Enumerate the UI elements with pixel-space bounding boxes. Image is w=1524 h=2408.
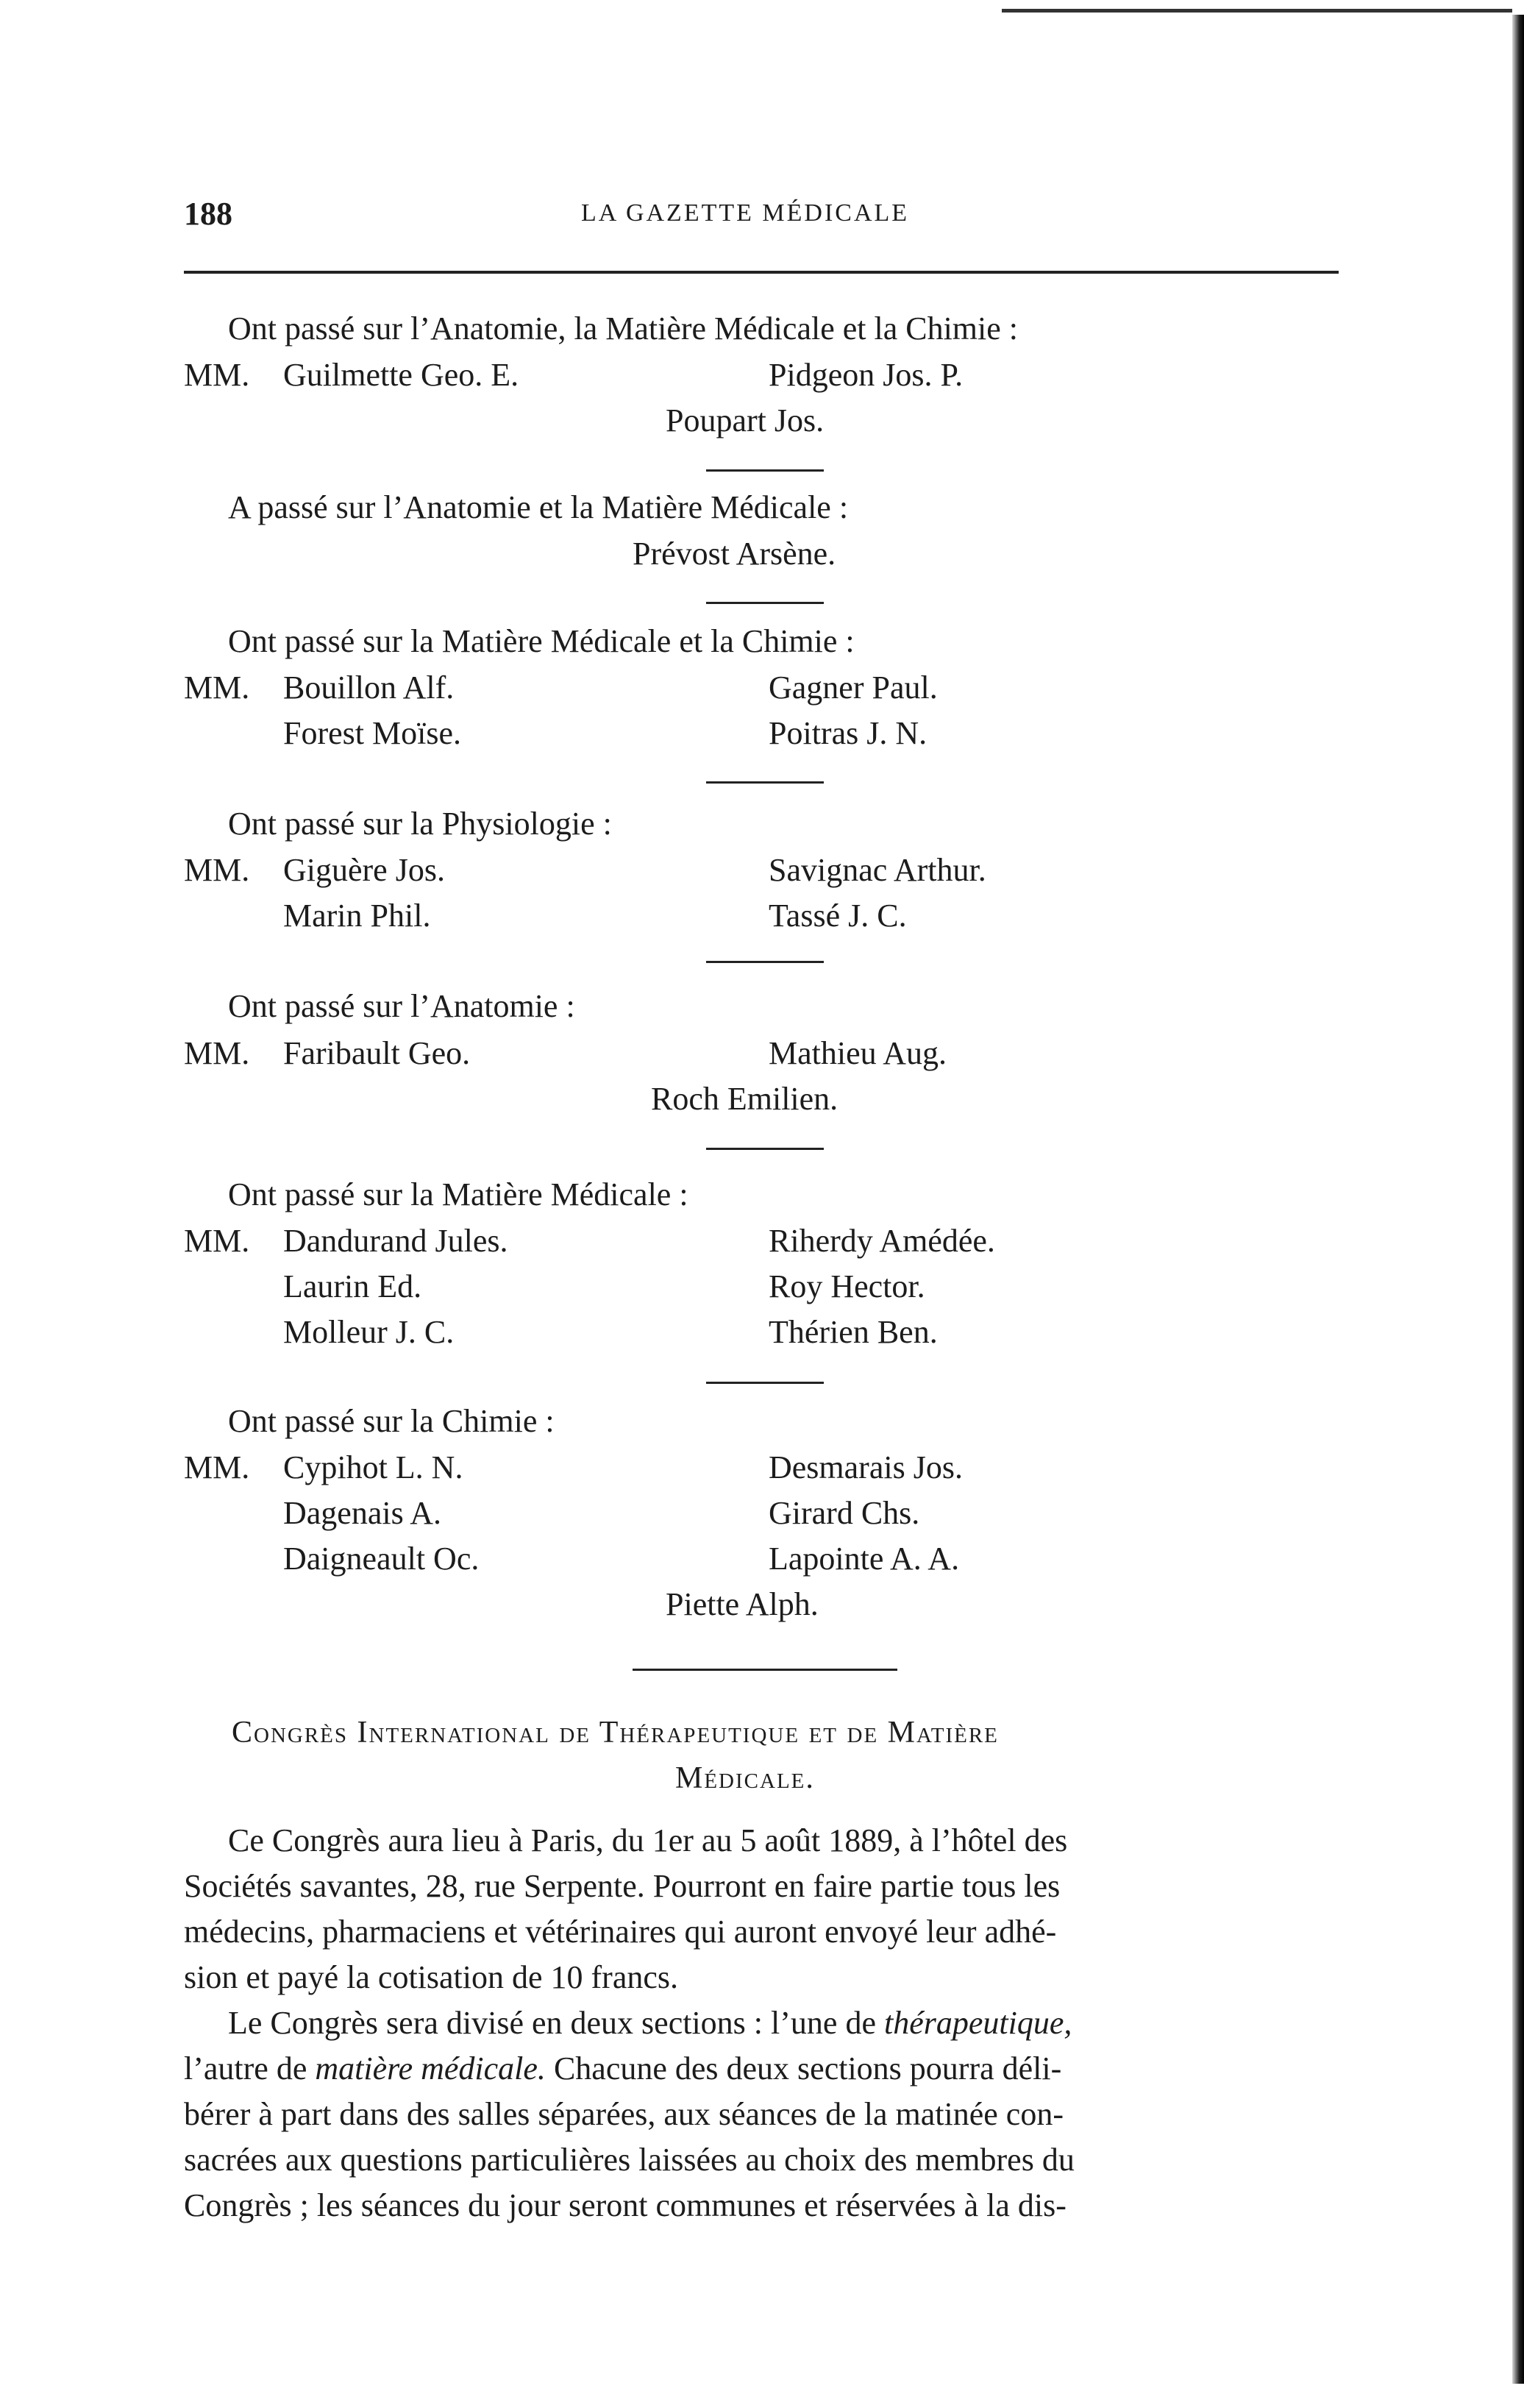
text-run: l’autre de (184, 2050, 316, 2086)
paragraph-line (228, 2007, 1072, 2039)
name-left: Daigneault Oc. (283, 1541, 480, 1577)
name-right: Savignac Arthur. (769, 852, 986, 888)
header-rule (184, 271, 1339, 274)
paragraph-line: sion et payé la cotisation de 10 francs. (184, 1959, 679, 1995)
name-left: Bouillon Alf. (283, 670, 455, 706)
mm-prefix: MM. (184, 1035, 250, 1071)
section-heading: Ont passé sur l’Anatomie, la Matière Médicale et la Chimie : (228, 310, 1019, 347)
name-right: Gagner Paul. (769, 670, 938, 706)
name-right: Mathieu Aug. (769, 1035, 947, 1071)
name-right: Lapointe A. A. (769, 1541, 960, 1577)
name-center: Roch Emilien. (651, 1081, 838, 1117)
name-right: Riherdy Amédée. (769, 1223, 995, 1259)
edge-shadow (1512, 15, 1524, 2384)
paragraph-line: sacrées aux questions particulières laissées au choix des membres du (184, 2142, 1075, 2178)
name-left: Faribault Geo. (283, 1035, 471, 1071)
mm-prefix: MM. (184, 357, 250, 393)
paragraph-line (184, 2050, 1062, 2086)
text-run: Le Congrès sera divisé en deux sections : l’une de (228, 2005, 884, 2041)
italic-term: thérapeutique, (883, 2005, 1072, 2041)
mm-prefix: MM. (184, 670, 250, 706)
name-right: Poitras J. N. (769, 715, 927, 751)
name-left: Marin Phil. (283, 898, 431, 934)
paragraph-line: Congrès ; les séances du jour seront communes et réservées à la dis- (184, 2187, 1067, 2223)
mm-prefix: MM. (184, 1223, 250, 1259)
separator-rule (706, 961, 824, 963)
running-title: LA GAZETTE MÉDICALE (581, 199, 910, 227)
page-edge (1502, 0, 1524, 2408)
paragraph-line: Sociétés savantes, 28, rue Serpente. Pourront en faire partie tous les (184, 1868, 1061, 1904)
section-heading: Ont passé sur la Chimie : (228, 1403, 555, 1439)
congres-title-line-2: Médicale. (675, 1761, 815, 1795)
separator-rule (706, 781, 824, 784)
separator-rule (706, 602, 824, 604)
paragraph-line: bérer à part dans des salles séparées, aux séances de la matinée con- (184, 2096, 1064, 2132)
name-left: Dagenais A. (283, 1495, 442, 1531)
congres-title-line-1: Congrès International de Thérapeutique et de Matière (232, 1716, 999, 1750)
separator-rule (706, 1148, 824, 1150)
name-left: Dandurand Jules. (283, 1223, 508, 1259)
text-run: Chacune des deux sections pourra déli- (545, 2050, 1062, 2086)
section-heading: Ont passé sur la Matière Médicale : (228, 1176, 688, 1212)
separator-rule (706, 1382, 824, 1384)
name-center: Poupart Jos. (666, 402, 825, 438)
name-right: Tassé J. C. (769, 898, 907, 934)
section-heading: Ont passé sur l’Anatomie : (228, 988, 575, 1024)
edge-top-line (1002, 9, 1512, 13)
separator-rule (706, 469, 824, 472)
name-left: Molleur J. C. (283, 1314, 455, 1350)
name-left: Giguère Jos. (283, 852, 445, 888)
name-right: Girard Chs. (769, 1495, 920, 1531)
paragraph-line: Ce Congrès aura lieu à Paris, du 1er au 5 août 1889, à l’hôtel des (228, 1822, 1068, 1858)
mm-prefix: MM. (184, 1449, 250, 1485)
name-right: Desmarais Jos. (769, 1449, 963, 1485)
name-center: Prévost Arsène. (633, 536, 836, 572)
name-right: Thérien Ben. (769, 1314, 938, 1350)
page-header (184, 195, 1339, 239)
name-left: Laurin Ed. (283, 1268, 422, 1304)
paragraph-line: médecins, pharmaciens et vétérinaires qui auront envoyé leur adhé- (184, 1914, 1057, 1950)
page-number: 188 (184, 196, 232, 232)
mm-prefix: MM. (184, 852, 250, 888)
name-center: Piette Alph. (666, 1586, 819, 1622)
name-right: Pidgeon Jos. P. (769, 357, 964, 393)
section-heading: A passé sur l’Anatomie et la Matière Médicale : (228, 489, 849, 525)
section-heading: Ont passé sur la Physiologie : (228, 806, 612, 842)
name-left: Cypihot L. N. (283, 1449, 463, 1485)
name-left: Guilmette Geo. E. (283, 357, 519, 393)
section-heading: Ont passé sur la Matière Médicale et la Chimie : (228, 623, 855, 659)
name-left: Forest Moïse. (283, 715, 461, 751)
section-break-rule (633, 1669, 897, 1671)
name-right: Roy Hector. (769, 1268, 925, 1304)
italic-term: matière médicale. (315, 2050, 546, 2086)
